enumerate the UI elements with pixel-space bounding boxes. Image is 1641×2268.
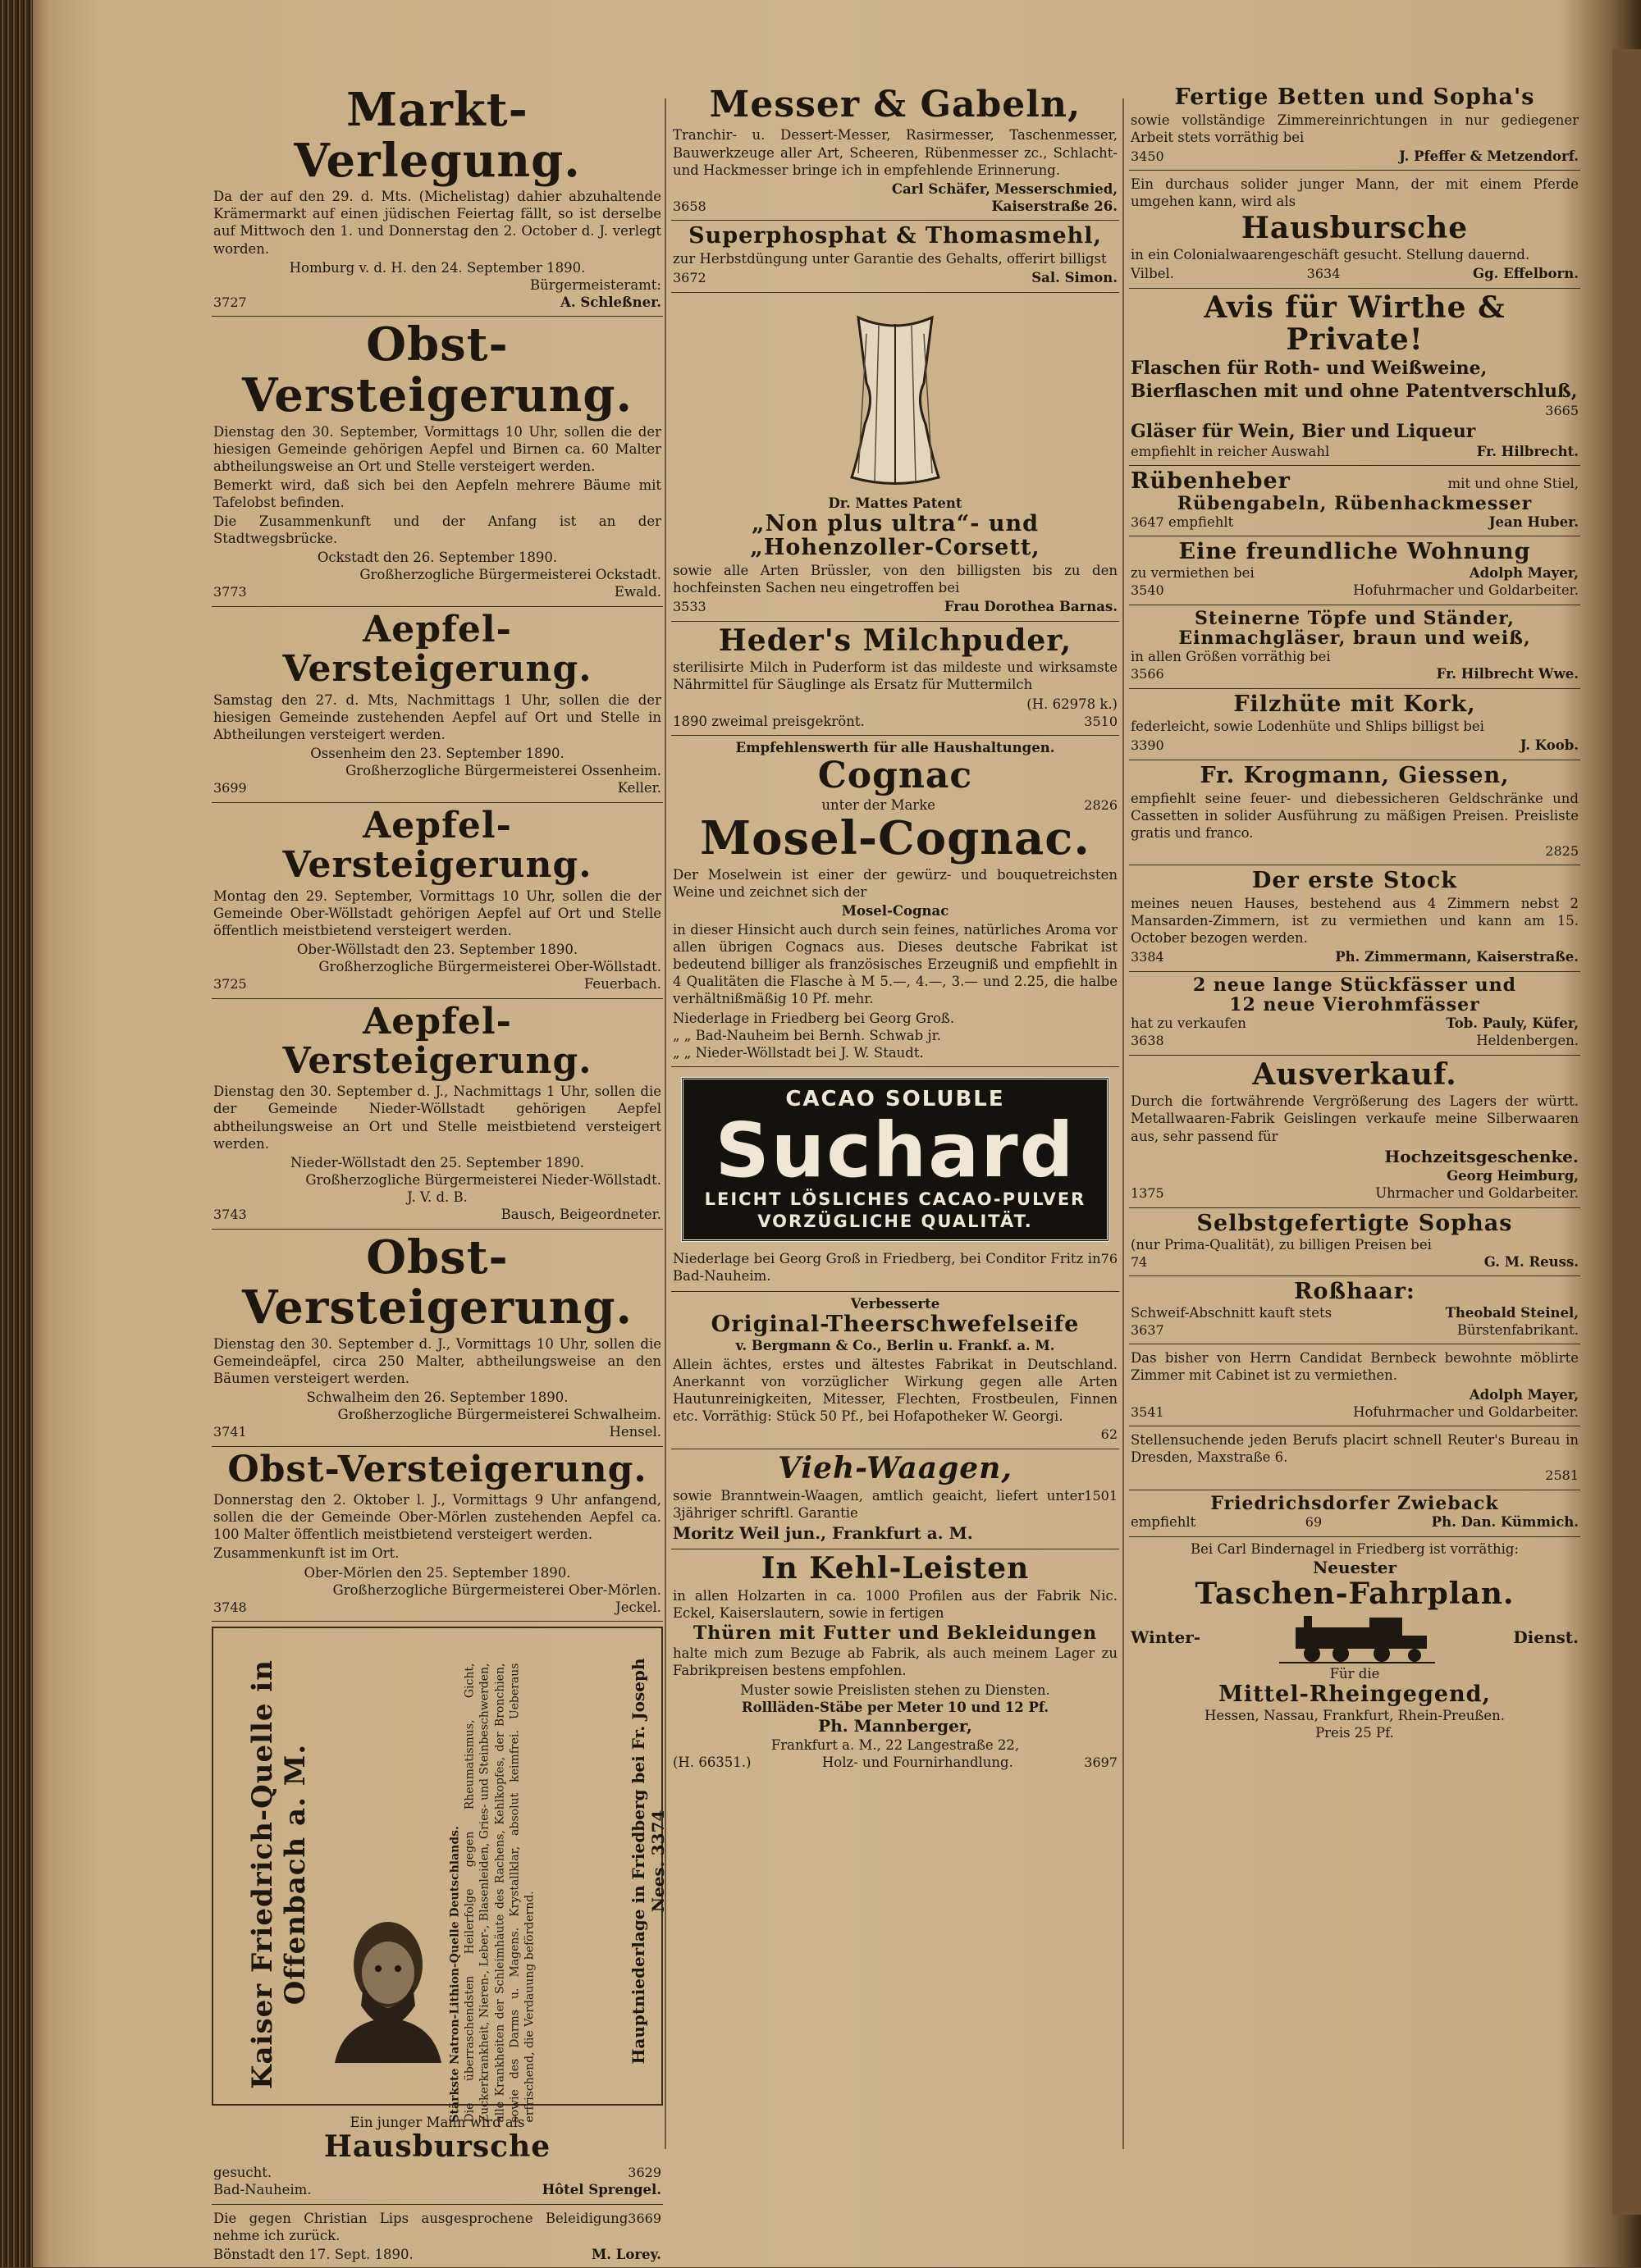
ad-text: Die gegen Christian Lips ausgesprochene Beleidigung nehme ich zurück. xyxy=(213,2210,629,2243)
ad-place: Ober-Mörlen den 25. September 1890. xyxy=(304,1564,571,1581)
ad-number: 3450 xyxy=(1131,148,1164,164)
ad-text: Da der auf den 29. d. Mts. (Michelistag) dahier abzuhaltende Krämermarkt auf einen jüdischen Feiertag fällt, so ist derselbe auf Mittwoch den 1. und Donnerstag den 2. October d. J. verlegt worden. xyxy=(213,189,661,257)
ad-text: Samstag den 27. d. Mts, Nachmittags 1 Uhr, sollen die der hiesigen Gemeinde zustehenden Aepfel auf Ort und Stelle in Abtheilungen versteigert werden. xyxy=(213,691,661,742)
ad-title: Aepfel-Versteigerung. xyxy=(282,804,592,887)
ad-title: Eine freundliche Wohnung xyxy=(1178,539,1531,565)
ad-text: halte mich zum Bezuge ab Fabrik, als auch meinem Lager zu Fabrikpreisen bestens empfohlen. xyxy=(673,1645,1118,1679)
ad-text: empfiehlt seine feuer- und diebessicheren Geldschränke und Cassetten in solider Ausführung zu mäßigen Preisen. Preisliste gratis und franco. xyxy=(1131,790,1579,841)
ad-line: LEICHT LÖSLICHES CACAO-PULVER xyxy=(704,1189,1086,1210)
ad-number: 3699 xyxy=(213,780,247,796)
ad-text: Für die xyxy=(1329,1665,1380,1682)
ad-text: Schweif-Abschnitt kauft stets xyxy=(1131,1304,1332,1321)
ad-text: Dienstag den 30. September d. J., Nachmittags 1 Uhr, sollen die der Gemeinde Nieder-Wöllstadt gehörigen Aepfel abtheilungsweise an Ort und Stelle meistbietend versteigert werden. xyxy=(213,1084,661,1152)
ad-number: 3741 xyxy=(213,1424,247,1440)
ad-signature: Ph. Dan. Kümmich. xyxy=(1431,1514,1579,1531)
ad-signature: Theobald Steinel, xyxy=(1445,1304,1579,1321)
ad-signature: Keller. xyxy=(617,780,661,796)
ad-signature: Ph. Mannberger, xyxy=(818,1715,972,1736)
ad-signature: Hôtel Sprengel. xyxy=(542,2182,661,2198)
ad-title-2: Mittel-Rheingegend, xyxy=(1218,1681,1491,1707)
ad-signature: Jeckel. xyxy=(615,1599,661,1615)
ad-text: sowie alle Arten Brüssler, von den billigsten bis zu den hochfeinsten Sachen neu eingetroffen bei xyxy=(673,563,1118,596)
ad-brand: Mosel-Cognac. xyxy=(700,811,1090,866)
ad-title: Hausbursche xyxy=(323,2129,551,2165)
ad-title: Rübenheber xyxy=(1131,468,1291,494)
ad-text: Das bisher von Herrn Candidat Bernbeck bewohnte möblirte Zimmer mit Cabinet ist zu vermiethen. xyxy=(1131,1350,1579,1384)
ad-number: 3743 xyxy=(213,1207,247,1223)
ad-theerschwefelseife xyxy=(671,1292,1119,1449)
ad-place: Vilbel. xyxy=(1131,266,1175,282)
ad-signature: Carl Schäfer, Messerschmied, xyxy=(891,180,1118,197)
ad-top: CACAO SOLUBLE xyxy=(785,1086,1005,1111)
ad-obst-ober-moerlen xyxy=(212,1447,663,1622)
ad-text: empfiehlt xyxy=(1168,513,1234,530)
ad-footer-text: Hauptniederlage in Friedberg bei Fr. Joseph Nees. xyxy=(629,1658,668,2065)
ad-intro: Ein junger Mann wird als xyxy=(350,2115,525,2131)
ad-text: empfiehlt xyxy=(1131,1514,1196,1531)
ad-side: mit und ohne Stiel, xyxy=(1447,476,1579,491)
ad-signature: Frau Dorothea Barnas. xyxy=(944,599,1118,615)
ad-title: Aepfel-Versteigerung. xyxy=(282,608,592,691)
ad-bold: Hochzeitsgeschenke. xyxy=(1384,1146,1579,1166)
ad-patent: Dr. Mattes Patent xyxy=(828,495,962,511)
ad-signature: Tob. Pauly, Küfer, xyxy=(1446,1015,1579,1032)
ad-address: Kaiserstraße 26. xyxy=(991,198,1118,214)
ad-vieh-waagen xyxy=(671,1449,1119,1549)
locomotive-illustration xyxy=(1279,1611,1435,1665)
ad-title: Aepfel-Versteigerung. xyxy=(282,1000,592,1082)
ad-markt-verlegung xyxy=(212,82,663,317)
ad-text: in dieser Hinsicht auch durch sein feines, natürliches Aroma vor allen übrigen Cognacs aus. Dieses deutsche Fabrikat ist bedeutend billiger als französisches Erzeugniß und empfiehlt in 4 Qualitäten die Flasche à M 5.—, 4.—, 3.— und 2.25, die halbe verhältnißmäßig 10 Pf. mehr. xyxy=(673,922,1118,1007)
ad-footer: Uhrmacher und Goldarbeiter. xyxy=(1375,1185,1579,1202)
ad-number: 3697 xyxy=(1084,1755,1118,1771)
ad-number: 3658 xyxy=(673,198,706,214)
ad-signature: Georg Heimburg, xyxy=(1447,1168,1579,1184)
ad-number: 3669 xyxy=(628,2210,661,2226)
ad-title: Superphosphat & Thomasmehl, xyxy=(688,223,1102,249)
ad-place: Homburg v. d. H. den 24. September 1890. xyxy=(289,259,586,276)
ad-title: 2 neue lange Stückfässer und xyxy=(1192,974,1517,996)
ad-note: 1890 zweimal preisgekrönt. xyxy=(673,713,865,729)
ad-number: 3727 xyxy=(213,294,247,310)
ad-reuters-bureau xyxy=(1129,1426,1580,1490)
ad-number: 3748 xyxy=(213,1599,247,1615)
ad-betten-sophas xyxy=(1129,82,1580,171)
ad-suchard xyxy=(671,1067,1119,1292)
ad-number: 3374 xyxy=(648,1809,668,1856)
column-left xyxy=(212,82,668,2268)
ad-text: Gläser für Wein, Bier und Liqueur xyxy=(1131,420,1476,442)
ad-office: Bürgermeisteramt: xyxy=(530,276,661,293)
ad-selbstgefertigte-sophas xyxy=(1129,1208,1580,1276)
ad-intro: Verbesserte xyxy=(850,1296,940,1312)
ad-text: zur Herbstdüngung unter Garantie des Gehalts, offerirt billigst xyxy=(673,250,1107,267)
ad-text: Muster sowie Preislisten stehen zu Diensten. xyxy=(740,1682,1050,1698)
ad-text: Durch die fortwährende Vergrößerung des Lagers der württ. Metallwaaren-Fabrik Geislingen verkaufe meine Silberwaaren aus, sehr passend für xyxy=(1131,1093,1579,1144)
column-middle xyxy=(671,82,1119,1777)
ad-messer-gabeln xyxy=(671,82,1119,221)
ad-aepfel-nieder-woellstadt xyxy=(212,999,663,1230)
ad-number: 69 xyxy=(1305,1514,1323,1531)
ad-signature: J. Pfeffer & Metzendorf. xyxy=(1399,148,1579,164)
ad-title: Messer & Gabeln, xyxy=(709,84,1081,125)
ad-erste-stock xyxy=(1129,865,1580,971)
ad-number: 3540 xyxy=(1131,582,1164,599)
ad-place: Bad-Nauheim. xyxy=(213,2182,312,2198)
ad-ausverkauf xyxy=(1129,1056,1580,1208)
ad-hausbursche-sprengel xyxy=(212,2111,663,2204)
ad-text: sterilisirte Milch in Puderform ist das mildeste und wirksamste Nährmittel für Säuglinge als Ersatz für Muttermilch xyxy=(673,659,1118,693)
ad-signature: Ewald. xyxy=(614,584,661,600)
ad-text: sowie Branntwein-Waagen, amtlich geaicht, liefert unter 3jähriger schriftl. Garantie xyxy=(673,1487,1085,1521)
ad-title: Original-Theerschwefelseife xyxy=(711,1312,1080,1338)
ad-superphosphat xyxy=(671,221,1119,292)
corset-illustration xyxy=(834,301,957,490)
ad-rosshaar xyxy=(1129,1276,1580,1344)
ad-title: Selbstgefertigte Sophas xyxy=(1196,1210,1513,1236)
ad-place: Ober-Wöllstadt den 23. September 1890. xyxy=(296,941,578,957)
ad-title: Roßhaar: xyxy=(1294,1279,1415,1305)
ad-title: Obst-Versteigerung. xyxy=(227,1448,647,1490)
ad-title: Avis für Wirthe & Private! xyxy=(1204,290,1506,358)
ad-number: 1375 xyxy=(1131,1185,1164,1202)
ad-signature: Jean Huber. xyxy=(1488,513,1579,530)
ad-obst-schwalheim xyxy=(212,1230,663,1447)
book-binding xyxy=(0,0,33,2267)
ad-number: 3541 xyxy=(1131,1403,1164,1420)
ad-text: in allen Größen vorräthig bei xyxy=(1131,648,1331,664)
ad-number: 3672 xyxy=(673,270,706,286)
ad-number: 62 xyxy=(1100,1426,1118,1443)
ad-subtitle: Neuester xyxy=(1312,1557,1397,1577)
ad-title-2: Rübengabeln, Rübenhackmesser xyxy=(1177,492,1533,514)
ad-footer: Bürstenfabrikant. xyxy=(1456,1321,1579,1338)
ad-hausbursche-effelborn xyxy=(1129,171,1580,288)
ad-signature: Adolph Mayer, xyxy=(1469,565,1579,582)
ad-text: Niederlage bei Georg Groß in Friedberg, bei Conditor Fritz in Bad-Nauheim. xyxy=(673,1250,1101,1285)
ad-footer xyxy=(629,1631,668,2091)
ad-text: Der Moselwein ist einer der gewürz- und bouquetreichsten Weine und zeichnet sich der xyxy=(673,866,1118,900)
ad-title: Steinerne Töpfe und Ständer, xyxy=(1195,607,1515,629)
ad-signature: Gg. Effelborn. xyxy=(1473,266,1579,282)
ad-signature: Moritz Weil jun., Frankfurt a. M. xyxy=(673,1522,973,1543)
ad-title: Kaiser Friedrich-Quelle in Offenbach a. M. xyxy=(246,1659,312,2090)
ad-aepfel-ober-woellstadt xyxy=(212,803,663,999)
ad-text: zu vermiethen bei xyxy=(1131,565,1255,582)
ad-office: Großherzogliche Bürgermeisterei Nieder-Wöllstadt. xyxy=(305,1171,661,1188)
ad-faesser xyxy=(1129,972,1580,1056)
ad-bold: Rollläden-Stäbe per Meter 10 und 12 Pf. xyxy=(741,1699,1049,1715)
ad-number: 3384 xyxy=(1131,949,1164,965)
ad-code: (H. 62978 k.) xyxy=(1026,696,1118,712)
ad-address: Frankfurt a. M., 22 Langestraße 22, xyxy=(770,1737,1020,1754)
ad-intro: Bei Carl Bindernagel in Friedberg ist vorräthig: xyxy=(1190,1540,1520,1557)
ad-text: Bemerkt wird, daß sich bei den Aepfeln mehrere Bäume mit Tafelobst befinden. xyxy=(213,477,661,510)
ad-number: 3634 xyxy=(1306,266,1341,282)
ad-footer: Hofuhrmacher und Goldarbeiter. xyxy=(1353,582,1579,599)
ad-brand: Suchard xyxy=(715,1107,1076,1195)
ad-avis-wirthe xyxy=(1129,289,1580,466)
ad-number: 3637 xyxy=(1131,1321,1164,1338)
ad-text: hat zu verkaufen xyxy=(1131,1015,1246,1032)
ad-number: 3647 xyxy=(1131,513,1164,530)
ad-place: Schwalheim den 26. September 1890. xyxy=(306,1390,569,1406)
ad-number: 3629 xyxy=(628,2164,661,2180)
column-rule xyxy=(1122,98,1124,2149)
ad-number: 76 xyxy=(1100,1250,1118,1266)
ad-number: 3665 xyxy=(1545,403,1579,419)
ad-place: Bönstadt den 17. Sept. 1890. xyxy=(213,2246,414,2262)
ad-signature: Feuerbach. xyxy=(583,976,661,993)
ad-title: Filzhüte mit Kork, xyxy=(1233,691,1476,717)
ad-lips-notice xyxy=(212,2205,663,2268)
ad-text: Allein ächtes, erstes und ältestes Fabrikat in Deutschland. Anerkannt von vorzüglicher Wirkung gegen alle Arten Hautunreinigkeiten, Mitesser, Flechten, Frostbeulen, Finnen etc. Vorräthig: Stück 50 Pf., bei Hofapotheker W. Georgi. xyxy=(673,1357,1118,1425)
ad-number: 2825 xyxy=(1545,842,1579,859)
ad-footer: Hofuhrmacher und Goldarbeiter. xyxy=(1353,1403,1579,1420)
ad-number: 3566 xyxy=(1131,666,1164,682)
ad-signature: G. M. Reuss. xyxy=(1483,1253,1579,1270)
ad-title: Obst-Versteigerung. xyxy=(241,1230,633,1335)
ad-text: Flaschen für Roth- und Weißweine, Bierflaschen mit und ohne Patentverschluß, xyxy=(1131,357,1578,403)
ad-signature: Bausch, Beigeordneter. xyxy=(501,1207,661,1223)
ad-moeblirtes-zimmer xyxy=(1129,1344,1580,1426)
ad-aepfel-ossenheim xyxy=(212,607,663,803)
ad-text: Tranchir- u. Dessert-Messer, Rasirmesser, Taschenmesser, Bauwerkzeuge aller Art, Scheeren, Rübenmesser zc., Schlacht- und Hackmesser bringe ich in empfehlende Erinnerung. xyxy=(673,127,1118,178)
ad-office: Großherzogliche Bürgermeisterei Ockstadt. xyxy=(359,567,661,583)
ad-title: Fr. Krogmann, Giessen, xyxy=(1200,762,1510,788)
ad-text: Montag den 29. September, Vormittags 10 Uhr, sollen die der Gemeinde Ober-Wöllstadt gehörigen Aepfel auf Ort und Stelle öffentlich meistbietend versteigert werden. xyxy=(213,888,661,938)
ad-signature: M. Lorey. xyxy=(592,2246,661,2262)
ad-winter: Winter- xyxy=(1131,1627,1201,1648)
ad-signature: Sal. Simon. xyxy=(1031,270,1118,286)
ad-title: In Kehl-Leisten xyxy=(761,1551,1030,1586)
ad-krogmann xyxy=(1129,760,1580,865)
ad-number: 3390 xyxy=(1131,737,1164,754)
ad-signature: Adolph Mayer, xyxy=(1469,1386,1579,1403)
ad-title: Friedrichsdorfer Zwieback xyxy=(1210,1492,1499,1514)
suchard-logo xyxy=(681,1077,1109,1242)
ad-number: 3510 xyxy=(1084,713,1118,729)
ad-title-2: Thüren mit Futter und Bekleidungen xyxy=(693,1622,1098,1645)
ad-title: Cognac xyxy=(817,755,973,797)
ad-depot: „ „ Nieder-Wöllstadt bei J. W. Staudt. xyxy=(673,1044,924,1061)
ad-signature: Fr. Hilbrecht. xyxy=(1476,443,1579,459)
ad-number: 3638 xyxy=(1131,1033,1164,1049)
ad-depot: „ „ Bad-Nauheim bei Bernh. Schwab jr. xyxy=(673,1027,941,1043)
ad-intro: Ein durchaus solider junger Mann, der mit einem Pferde umgehen kann, wird als xyxy=(1131,176,1579,210)
ad-text: gesucht. xyxy=(213,2164,272,2180)
ad-title-2: Einmachgläser, braun und weiß, xyxy=(1178,627,1531,649)
ad-intro: Empfehlenswerth für alle Haushaltungen. xyxy=(735,740,1055,756)
ad-signature: Hensel. xyxy=(609,1424,661,1440)
ad-text: in allen Holzarten in ca. 1000 Profilen aus der Fabrik Nic. Eckel, Kaiserslautern, sowie in fertigen xyxy=(673,1587,1118,1622)
next-page-edge xyxy=(1612,49,1641,2215)
ad-text: Zusammenkunft ist im Ort. xyxy=(213,1545,400,1562)
ad-title: „Non plus ultra“- und „Hohenzoller-Corsett, xyxy=(750,510,1040,561)
ad-office: Großherzogliche Bürgermeisterei Ober-Wöllstadt. xyxy=(318,958,661,974)
ad-title-2: 12 neue Vierohmfässer xyxy=(1229,993,1480,1015)
ad-signature: J. Koob. xyxy=(1520,737,1579,754)
ad-place: Ossenheim den 23. September 1890. xyxy=(310,746,565,762)
ad-title: Taschen-Fahrplan. xyxy=(1195,1577,1515,1612)
ad-text: in ein Colonialwaarengeschäft gesucht. Stellung dauernd. xyxy=(1131,247,1530,263)
ad-place: Nieder-Wöllstadt den 25. September 1890. xyxy=(290,1154,585,1171)
ad-text: Hessen, Nassau, Frankfurt, Rhein-Preußen. xyxy=(1204,1707,1505,1723)
ad-title: Markt-Verlegung. xyxy=(294,83,581,188)
ad-text: Die Zusammenkunft und der Anfang ist an der Stadtwegsbrücke. xyxy=(213,513,661,547)
ad-text: federleicht, sowie Lodenhüte und Shlips billigst bei xyxy=(1131,719,1484,735)
ad-text: Stellensuchende jeden Berufs placirt schnell Reuter's Bureau in Dresden, Maxstraße 6. xyxy=(1131,1432,1579,1466)
ad-kehl-leisten xyxy=(671,1549,1119,1777)
ad-place: Heldenbergen. xyxy=(1476,1033,1579,1049)
ad-number: 2581 xyxy=(1545,1467,1579,1484)
ad-footer: empfiehlt in reicher Auswahl xyxy=(1131,443,1330,459)
ad-bold: Mosel-Cognac xyxy=(841,902,949,919)
ad-number: 2826 xyxy=(1084,796,1118,813)
ad-obst-versteigerung-ockstadt xyxy=(212,317,663,607)
ad-number: 3773 xyxy=(213,584,247,600)
ad-text: Dienstag den 30. September, Vormittags 10 Uhr, sollen die der hiesigen Gemeinde gehörigen Aepfel und Birnen ca. 60 Malter abtheilungsweise an Ort und Stelle versteigert werden. xyxy=(213,423,661,474)
column-right xyxy=(1129,82,1580,1746)
ad-title: Obst-Versteigerung. xyxy=(241,317,633,422)
ad-mosel-cognac xyxy=(671,736,1119,1067)
ad-subtitle: Stärkste Natron-Lithion-Quelle Deutschlands. xyxy=(448,1826,462,2123)
ad-text: (nur Prima-Qualität), zu billigen Preisen bei xyxy=(1131,1236,1432,1253)
ad-body: Die überraschendsten Heilerfolge gegen Rheumatismus, Gicht, Zuckerkrankheit, Nieren-, Leber-, Blasenleiden, Gries- und Steinbeschwerden, alle Krankheiten der Schleimhäute des Rachens, Kehlkopfes, der Bronchien, sowie des Darms u. Magens. Krystallklar, absolut keimfrei. Ueberaus erfrischend, die Verdauung befördernd. xyxy=(463,1663,537,2123)
ad-subtitle: unter der Marke xyxy=(821,796,935,813)
ad-wohnung xyxy=(1129,536,1580,605)
ad-text: Dienstag den 30. September d. J., Vormittags 10 Uhr, sollen die Gemeindeäpfel, circa 250 Malter, abtheilungsweise an den Bäumen versteigert werden. xyxy=(213,1335,661,1386)
ad-office: Großherzogliche Bürgermeisterei Ossenheim. xyxy=(345,763,661,779)
ad-title: Vieh-Waagen, xyxy=(778,1450,1012,1485)
ad-signature: Ph. Zimmermann, Kaiserstraße. xyxy=(1335,949,1579,965)
ad-corsett xyxy=(671,293,1119,622)
ad-title: Der erste Stock xyxy=(1252,868,1457,894)
ad-title: Hausbursche xyxy=(1241,210,1469,245)
ad-line: VORZÜGLICHE QUALITÄT. xyxy=(757,1212,1033,1232)
ad-dienst: Dienst. xyxy=(1513,1627,1579,1648)
ad-code: (H. 66351.) xyxy=(673,1755,752,1771)
ad-number: 3533 xyxy=(673,599,706,615)
ad-ruebenheber xyxy=(1129,466,1580,536)
ad-text: meines neuen Hauses, bestehend aus 4 Zimmern nebst 2 Mansarden-Zimmern, ist zu vermiethen und kann am 15. October bezogen werden. xyxy=(1131,896,1579,947)
ad-number: 1501 xyxy=(1084,1487,1118,1504)
ad-signature: Fr. Hilbrecht Wwe. xyxy=(1436,666,1579,682)
ad-price: Preis 25 Pf. xyxy=(1315,1724,1394,1741)
ad-milchpuder xyxy=(671,622,1119,736)
ad-taschen-fahrplan xyxy=(1129,1537,1580,1746)
ad-zwieback xyxy=(1129,1490,1580,1537)
ad-steinerne-toepfe xyxy=(1129,605,1580,689)
ad-office: Großherzogliche Bürgermeisterei Ober-Mörlen. xyxy=(332,1581,661,1598)
emperor-portrait-image xyxy=(327,1907,450,2063)
ad-subtitle: v. Bergmann & Co., Berlin u. Frankf. a. M. xyxy=(735,1337,1055,1353)
ad-title: Fertige Betten und Sopha's xyxy=(1174,84,1535,110)
ad-number: 3725 xyxy=(213,976,247,993)
ad-number: 74 xyxy=(1131,1253,1148,1270)
ad-text xyxy=(447,1663,537,2123)
ad-footer: Holz- und Fournirhandlung. xyxy=(821,1755,1013,1771)
ad-signature: A. Schleßner. xyxy=(560,294,661,310)
ad-depot: Niederlage in Friedberg bei Georg Groß. xyxy=(673,1010,955,1026)
ad-title: Heder's Milchpuder, xyxy=(718,623,1072,658)
ad-place: Ockstadt den 26. September 1890. xyxy=(317,550,558,566)
ad-office: Großherzogliche Bürgermeisterei Schwalheim. xyxy=(337,1407,661,1423)
ad-filzhuete xyxy=(1129,689,1580,760)
ad-title: Ausverkauf. xyxy=(1252,1056,1457,1092)
ad-text: sowie vollständige Zimmereinrichtungen in nur gediegener Arbeit stets vorräthig bei xyxy=(1131,112,1579,145)
ad-text: Donnerstag den 2. Oktober l. J., Vormittags 9 Uhr anfangend, sollen die der Gemeinde Ober-Mörlen zustehenden Aepfel ca. 100 Malter öffentlich meistbietend versteigert werden. xyxy=(213,1492,661,1543)
ad-office: J. V. d. B. xyxy=(407,1189,468,1205)
